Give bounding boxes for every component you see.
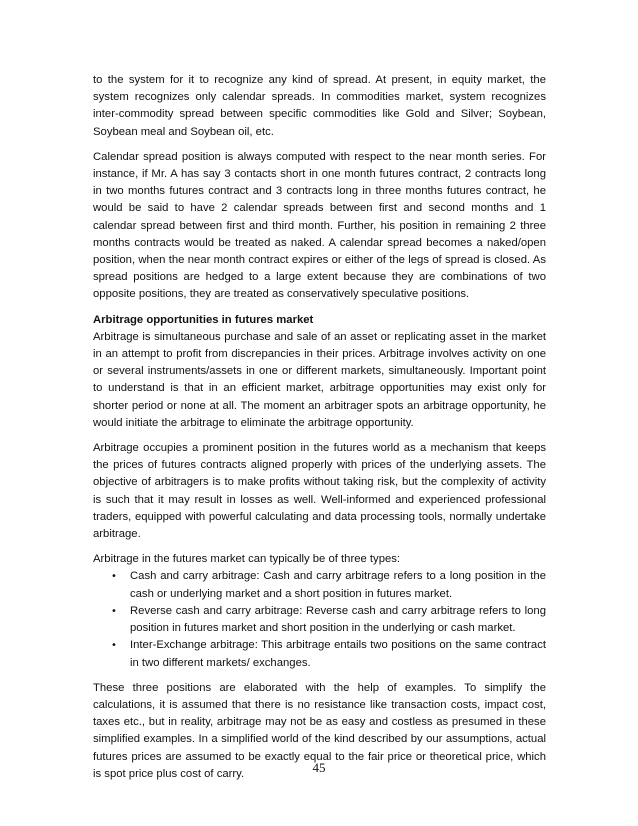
list-item-text: Inter-Exchange arbitrage: This arbitrage entails two positions on the same contract in two different markets/ exchanges. [130,639,546,669]
paragraph-examples-intro: These three positions are elaborated with the help of examples. To simplify the calculations, it is assumed that there is no resistance like transaction costs, impact cost, taxes etc., but in reality, arbitrage may not be as easy and costless as presumed in these simplified examples. In a simplified world of the kind described by our assumptions, actual futures prices are assumed to be exactly equal to the fair price or theoretical price, which is spot price plus cost of carry. [93,681,546,780]
paragraph-arbitrage-role: Arbitrage occupies a prominent position in the futures world as a mechanism that keeps the prices of futures contracts aligned properly with prices of the underlying assets. The objective of arbitragers is to make profits without taking risk, but the complexity of activity is such that it may result in losses as well. Well-informed and experienced professional traders, equipped with powerful calculating and data processing tools, normally undertake arbitrage. [93,442,546,541]
bullet-icon: • [111,640,117,652]
list-item-text: Cash and carry arbitrage: Cash and carry arbitrage refers to a long position in the cash or underlying market and a short position in futures market. [130,570,546,600]
list-item [111,603,546,637]
paragraph-arbitrage-types: Arbitrage in the futures market can typically be of three types: [93,553,401,566]
page-body [93,72,546,791]
list-item [111,637,546,671]
paragraph-calendar-spread: Calendar spread position is always computed with respect to the near month series. For instance, if Mr. A has say 3 contacts short in one month futures contract, 2 contracts long in two months futures contract and 3 contracts long in three months futures contract, he would be said to have 2 calendar spreads between first and second months and 1 calendar spread between first and third month. Further, his position in remaining 2 three months contracts would be treated as naked. A calendar spread becomes a naked/open position, when the near month contract expires or either of the legs of spread is closed. As spread positions are hedged to a large extent because they are combinations of two opposite positions, they are treated as conservatively speculative positions. [93,150,546,301]
section-heading: Arbitrage opportunities in futures market [93,313,314,326]
page-number: 45 [312,760,326,775]
paragraph-spread-intro: to the system for it to recognize any kind of spread. At present, in equity market, the system recognizes only calendar spreads. In commodities market, system recognizes inter-commodity spread between specific commodities like Gold and Silver; Soybean, Soybean meal and Soybean oil, etc. [93,74,546,138]
paragraph-arbitrage-definition: Arbitrage is simultaneous purchase and sale of an asset or replicating asset in the market in an attempt to profit from discrepancies in their prices. Arbitrage involves activity on one or several instruments/assets in one or different markets, simultaneously. Important point to understand is that in an efficient market, arbitrage opportunities may exist only for shorter period or none at all. The moment an arbitrager spots an arbitrage opportunity, he would initiate the arbitrage to eliminate the arbitrage opportunity. [93,330,546,429]
list-item [111,568,546,602]
bullet-icon: • [111,605,117,617]
list-item-text: Reverse cash and carry arbitrage: Reverse cash and carry arbitrage refers to long position in futures market and short position in the underlying or cash market. [130,604,546,635]
arbitrage-types-list [93,568,546,671]
bullet-icon: • [111,571,117,583]
